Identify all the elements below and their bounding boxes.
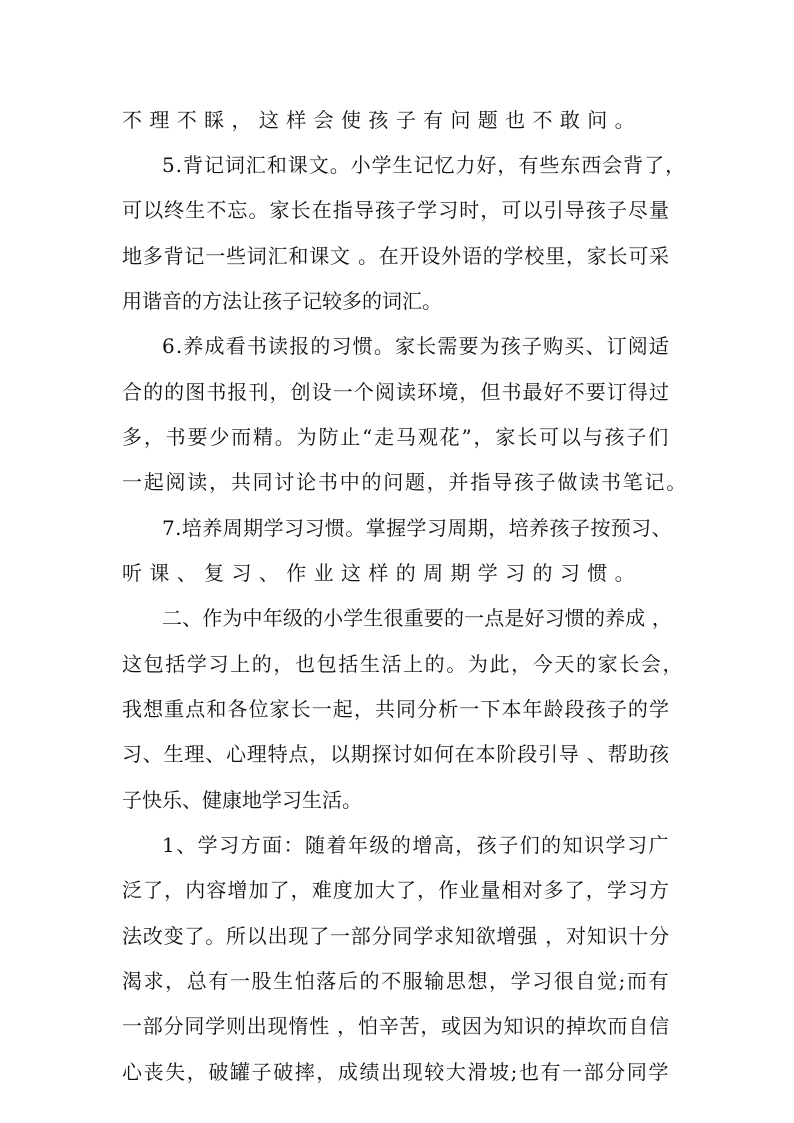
text-line: 法改变了。所以出现了一部分同学求知欲增强 ，对知识十分 <box>122 924 670 948</box>
text-line: 渴求，总有一股生怕落后的不服输思想，学习很自觉;而有 <box>122 969 671 993</box>
text-line: 用谐音的方法让孩子记较多的词汇。 <box>122 289 442 313</box>
text-line: 多，书要少而精。为防止“走马观花”，家长可以与孩子们 <box>122 425 671 449</box>
text-line: 可以终生不忘。家长在指导孩子学习时，可以引导孩子尽量 <box>122 198 671 222</box>
text-line: 心丧失，破罐子破摔，成绩出现较大滑坡;也有一部分同学 <box>122 1060 671 1084</box>
text-line: 一部分同学则出现惰性 ，怕辛苦，或因为知识的掉坎而自信 <box>122 1014 670 1038</box>
text-line: 6.养成看书读报的习惯。家长需要为孩子购买、订阅适 <box>162 334 671 358</box>
text-line: 泛了，内容增加了，难度加大了，作业量相对多了，学习方 <box>122 878 671 902</box>
text-line: 地多背记一些词汇和课文 。在开设外语的学校里，家长可采 <box>122 244 670 268</box>
text-line: 5.背记词汇和课文。小学生记忆力好，有些东西会背了， <box>162 153 687 177</box>
text-line: 子快乐、健康地学习生活。 <box>122 788 362 812</box>
text-line: 我想重点和各位家长一起，共同分析一下本年龄段孩子的学 <box>122 697 671 721</box>
text-line: 习、生理、心理特点，以期探讨如何在本阶段引导 、帮助孩 <box>122 742 670 766</box>
text-line: 这包括学习上的，也包括生活上的。为此，今天的家长会， <box>122 652 685 676</box>
text-line: 7.培养周期学习习惯。掌握学习周期，培养孩子按预习、 <box>162 516 673 540</box>
text-line: 合的的图书报刊，创设一个阅读环境，但书最好不要订得过 <box>122 380 671 404</box>
text-line: 一起阅读，共同讨论书中的问题，并指导孩子做读书笔记。 <box>122 470 689 494</box>
text-line: 二、作为中年级的小学生很重要的一点是好习惯的养成 ， <box>162 606 672 630</box>
text-line: 听课、复习、作业这样的周期学习的习惯。 <box>122 561 643 585</box>
text-line: 1、学习方面：随着年级的增高，孩子们的知识学习广 <box>162 833 671 857</box>
text-line: 不理不睬，这样会使孩子有问题也不敢问。 <box>122 108 643 132</box>
